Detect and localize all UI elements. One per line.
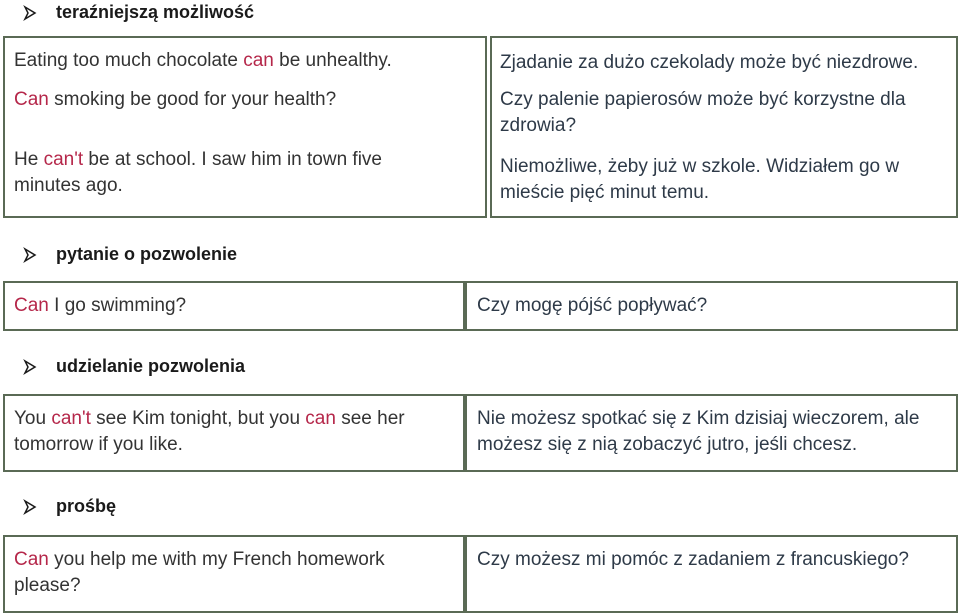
- polish-sentence: Czy mogę pójść popływać?: [477, 295, 708, 316]
- section-heading-label: teraźniejszą możliwość: [56, 2, 255, 22]
- section-heading-label: udzielanie pozwolenia: [56, 356, 246, 376]
- section-heading-label: pytanie o pozwolenie: [56, 244, 238, 264]
- modal-keyword: can: [305, 408, 336, 429]
- modal-keyword: Can: [14, 295, 49, 316]
- polish-sentence: Niemożliwe, żeby już w szkole. Widziałem go w mieście pięć minut temu.: [500, 156, 900, 203]
- modal-keyword: can: [243, 50, 274, 71]
- arrow-bullet-icon: [22, 5, 38, 21]
- english-sentence: Can you help me with my French homework please?: [14, 549, 385, 596]
- arrow-bullet-icon: [22, 499, 38, 515]
- modal-keyword: Can: [14, 549, 49, 570]
- english-sentence: He can't be at school. I saw him in town five minutes ago.: [14, 149, 382, 196]
- modal-keyword: can't: [43, 149, 84, 170]
- english-sentence: Eating too much chocolate can be unhealthy.: [14, 50, 392, 71]
- section-heading-label: prośbę: [56, 496, 117, 516]
- polish-sentence: Nie możesz spotkać się z Kim dzisiaj wieczorem, ale możesz się z nią zobaczyć jutro, jeśli chcesz.: [477, 408, 920, 455]
- section-heading: [22, 2, 254, 23]
- english-sentence: Can I go swimming?: [14, 295, 187, 316]
- arrow-bullet-icon: [22, 247, 38, 263]
- arrow-bullet-icon: [22, 359, 38, 375]
- section-heading: [22, 496, 116, 517]
- polish-sentence: Czy palenie papierosów może być korzystne dla zdrowia?: [500, 89, 906, 136]
- english-sentence: Can smoking be good for your health?: [14, 89, 337, 110]
- modal-keyword: can't: [51, 408, 91, 429]
- english-sentence: You can't see Kim tonight, but you can see her tomorrow if you like.: [14, 408, 405, 455]
- section-heading: [22, 356, 245, 377]
- polish-sentence: Czy możesz mi pomóc z zadaniem z francuskiego?: [477, 549, 909, 570]
- modal-keyword: Can: [14, 89, 49, 110]
- section-heading: [22, 244, 237, 265]
- polish-sentence: Zjadanie za dużo czekolady może być niezdrowe.: [500, 52, 919, 73]
